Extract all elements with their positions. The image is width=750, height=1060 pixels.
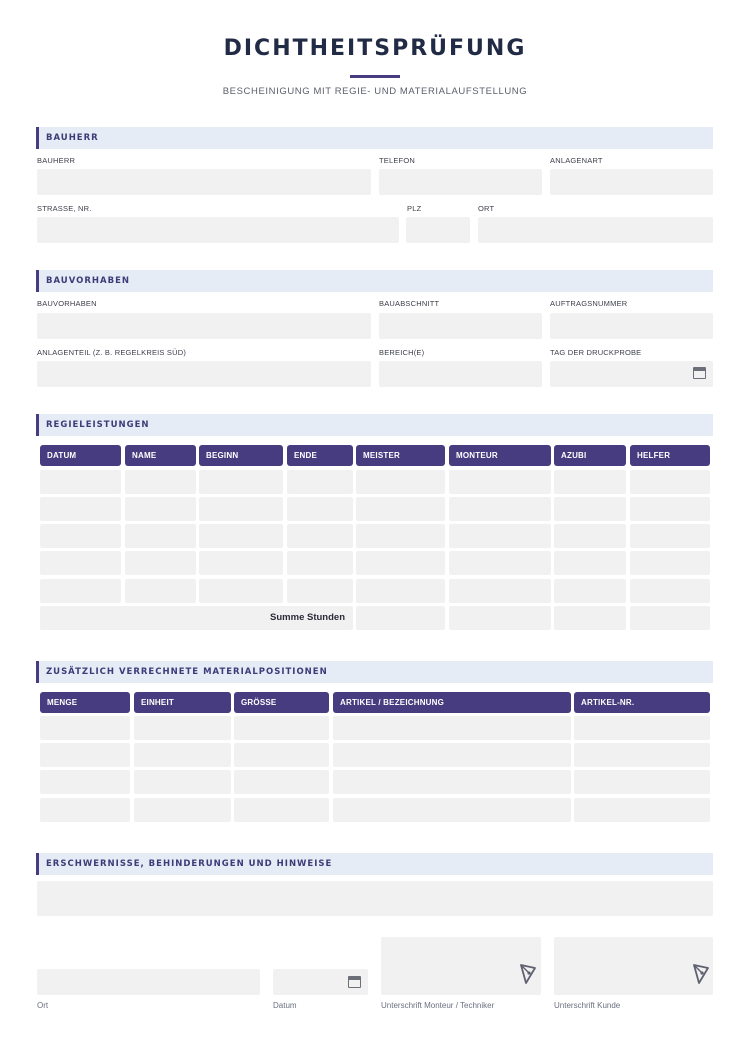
table-cell[interactable]: [630, 524, 710, 548]
table-cell[interactable]: [199, 579, 283, 603]
regie-table: [0, 445, 750, 635]
section-title: REGIELEISTUNGEN: [46, 420, 150, 430]
table-cell[interactable]: [234, 716, 329, 740]
plz-field[interactable]: [406, 217, 470, 243]
table-cell[interactable]: [40, 743, 130, 767]
bauabschnitt-field[interactable]: [379, 313, 542, 339]
auftragsnummer-field[interactable]: [550, 313, 713, 339]
tag-druckprobe-field[interactable]: [550, 361, 713, 387]
label-footer-datum: Datum: [273, 1001, 297, 1010]
sum-hours-label: Summe Stunden: [40, 606, 353, 630]
column-header: ARTIKEL-NR.: [574, 692, 710, 713]
hinweise-field[interactable]: [37, 881, 713, 916]
signature-kunde-field[interactable]: [554, 937, 713, 995]
table-cell[interactable]: [234, 770, 329, 794]
table-cell[interactable]: [40, 497, 121, 521]
table-cell[interactable]: [449, 524, 551, 548]
table-cell[interactable]: [554, 470, 626, 494]
column-header: HELFER: [630, 445, 710, 466]
column-header: NAME: [125, 445, 196, 466]
column-header: MENGE: [40, 692, 130, 713]
section-header-hinweise: [36, 853, 713, 875]
sum-cell[interactable]: [630, 606, 710, 630]
label-bauvorhaben: BAUVORHABEN: [37, 299, 97, 308]
table-cell[interactable]: [199, 470, 283, 494]
column-header: ARTIKEL / BEZEICHNUNG: [333, 692, 571, 713]
table-cell[interactable]: [134, 716, 231, 740]
table-cell[interactable]: [199, 524, 283, 548]
table-cell[interactable]: [574, 798, 710, 822]
label-bauabschnitt: BAUABSCHNITT: [379, 299, 440, 308]
table-cell[interactable]: [449, 470, 551, 494]
title-underline: [350, 75, 400, 78]
column-header: MEISTER: [356, 445, 445, 466]
table-cell[interactable]: [630, 579, 710, 603]
calendar-icon[interactable]: [693, 367, 706, 379]
table-cell[interactable]: [199, 551, 283, 575]
column-header: EINHEIT: [134, 692, 231, 713]
column-header: DATUM: [40, 445, 121, 466]
label-strasse: STRASSE, NR.: [37, 204, 92, 213]
table-cell[interactable]: [356, 497, 445, 521]
table-cell[interactable]: [287, 579, 353, 603]
bereich-field[interactable]: [379, 361, 542, 387]
label-telefon: TELEFON: [379, 156, 415, 165]
section-header-bauvorhaben: [36, 270, 713, 292]
table-cell[interactable]: [554, 524, 626, 548]
page-subtitle: BESCHEINIGUNG MIT REGIE- UND MATERIALAUFSTELLUNG: [222, 86, 528, 97]
column-header: MONTEUR: [449, 445, 551, 466]
sum-cell[interactable]: [449, 606, 551, 630]
label-bereich: BEREICH(E): [379, 348, 425, 357]
section-title: ZUSÄTZLICH VERRECHNETE MATERIALPOSITIONEN: [46, 667, 328, 677]
table-cell[interactable]: [125, 524, 196, 548]
page-title: DICHTHEITSPRÜFUNG: [223, 36, 527, 61]
anlagenteil-field[interactable]: [37, 361, 371, 387]
table-cell[interactable]: [449, 497, 551, 521]
table-cell[interactable]: [199, 497, 283, 521]
pen-icon: [519, 963, 537, 985]
table-cell[interactable]: [333, 770, 571, 794]
table-cell[interactable]: [134, 798, 231, 822]
table-cell[interactable]: [40, 798, 130, 822]
table-cell[interactable]: [40, 716, 130, 740]
table-cell[interactable]: [554, 497, 626, 521]
table-cell[interactable]: [234, 798, 329, 822]
table-cell[interactable]: [630, 497, 710, 521]
label-tag-druckprobe: TAG DER DRUCKPROBE: [550, 348, 642, 357]
section-title: BAUVORHABEN: [46, 276, 130, 286]
table-cell[interactable]: [449, 551, 551, 575]
column-header: BEGINN: [199, 445, 283, 466]
table-cell[interactable]: [234, 743, 329, 767]
section-title: ERSCHWERNISSE, BEHINDERUNGEN UND HINWEISE: [46, 859, 333, 869]
table-cell[interactable]: [287, 497, 353, 521]
telefon-field[interactable]: [379, 169, 542, 195]
table-cell[interactable]: [356, 579, 445, 603]
sum-cell[interactable]: [356, 606, 445, 630]
table-cell[interactable]: [333, 716, 571, 740]
signature-monteur-field[interactable]: [381, 937, 541, 995]
table-cell[interactable]: [125, 497, 196, 521]
calendar-icon[interactable]: [348, 976, 361, 988]
table-cell[interactable]: [134, 770, 231, 794]
table-cell[interactable]: [333, 743, 571, 767]
table-cell[interactable]: [574, 743, 710, 767]
table-cell[interactable]: [40, 770, 130, 794]
label-ort: ORT: [478, 204, 495, 213]
table-cell[interactable]: [554, 579, 626, 603]
pen-icon: [692, 963, 710, 985]
anlagenart-field[interactable]: [550, 169, 713, 195]
table-cell[interactable]: [287, 551, 353, 575]
section-header-regieleistungen: [36, 414, 713, 436]
table-cell[interactable]: [333, 798, 571, 822]
table-cell[interactable]: [287, 524, 353, 548]
section-header-material: [36, 661, 713, 683]
table-cell[interactable]: [134, 743, 231, 767]
table-cell[interactable]: [40, 524, 121, 548]
table-cell[interactable]: [574, 770, 710, 794]
label-anlagenteil: ANLAGENTEIL (Z. B. REGELKREIS SÜD): [37, 348, 187, 357]
section-title: BAUHERR: [46, 133, 99, 143]
table-cell[interactable]: [40, 579, 121, 603]
table-cell[interactable]: [287, 470, 353, 494]
label-anlagenart: ANLAGENART: [550, 156, 603, 165]
table-cell[interactable]: [630, 470, 710, 494]
label-sig-monteur: Unterschrift Monteur / Techniker: [381, 1001, 495, 1010]
ort-signature-field[interactable]: [37, 969, 260, 995]
table-cell[interactable]: [125, 470, 196, 494]
table-cell[interactable]: [40, 551, 121, 575]
table-cell[interactable]: [125, 551, 196, 575]
section-header-bauherr: [36, 127, 713, 149]
column-header: GRÖSSE: [234, 692, 329, 713]
label-sig-kunde: Unterschrift Kunde: [554, 1001, 621, 1010]
table-cell[interactable]: [449, 579, 551, 603]
column-header: AZUBI: [554, 445, 626, 466]
table-cell[interactable]: [554, 551, 626, 575]
table-cell[interactable]: [356, 551, 445, 575]
bauvorhaben-field[interactable]: [37, 313, 371, 339]
label-footer-ort: Ort: [37, 1001, 49, 1010]
table-cell[interactable]: [574, 716, 710, 740]
bauherr-field[interactable]: [37, 169, 371, 195]
table-cell[interactable]: [630, 551, 710, 575]
column-header: ENDE: [287, 445, 353, 466]
sum-cell[interactable]: [554, 606, 626, 630]
table-cell[interactable]: [356, 470, 445, 494]
label-plz: PLZ: [407, 204, 422, 213]
label-auftragsnummer: AUFTRAGSNUMMER: [550, 299, 628, 308]
table-cell[interactable]: [125, 579, 196, 603]
material-table: [0, 692, 750, 827]
strasse-field[interactable]: [37, 217, 399, 243]
label-bauherr: BAUHERR: [37, 156, 76, 165]
table-cell[interactable]: [40, 470, 121, 494]
table-cell[interactable]: [356, 524, 445, 548]
ort-field[interactable]: [478, 217, 713, 243]
